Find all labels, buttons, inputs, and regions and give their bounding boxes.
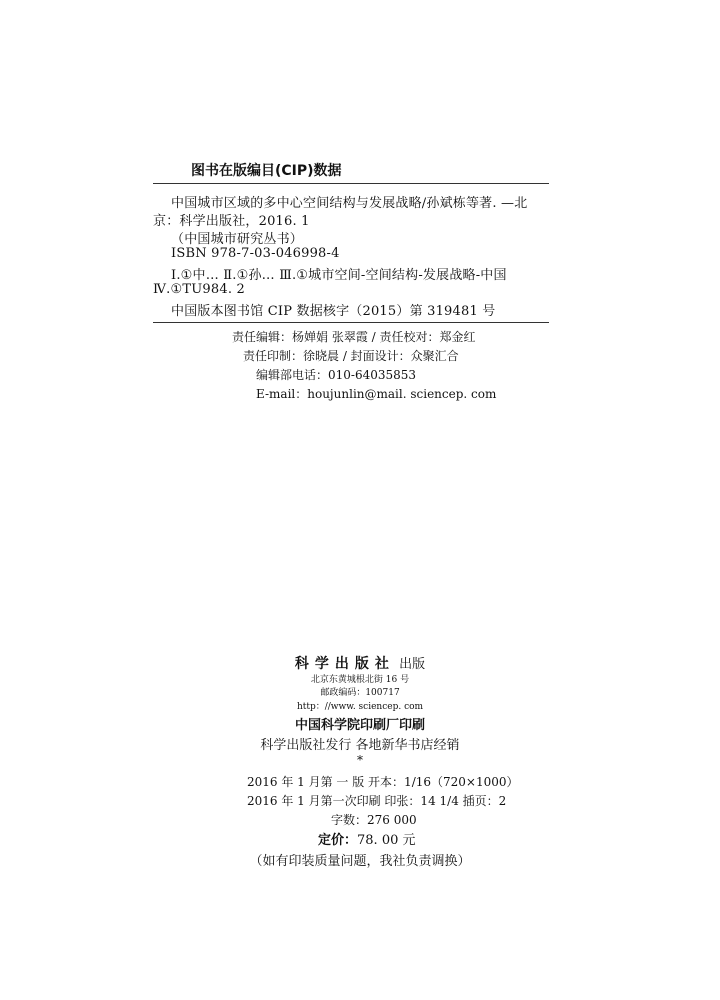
credit-email: E-mail：houjunlin@mail. sciencep. com [256, 387, 497, 401]
impression-info: 2016 年 1 月第一次印刷 印张：14 1/4 插页：2 [247, 794, 507, 808]
separator-star: * [357, 753, 363, 767]
cip-line-1: 中国城市区域的多中心空间结构与发展战略/孙斌栋等著. —北 [171, 196, 528, 211]
publisher-suffix: 出版 [399, 657, 426, 672]
cip-line-4: ISBN 978-7-03-046998-4 [171, 246, 340, 261]
credit-editors: 责任编辑：杨婵娟 张翠霞 / 责任校对：郑金红 [232, 330, 476, 344]
cip-line-6: Ⅳ.①TU984. 2 [153, 282, 245, 297]
publisher-line [0, 653, 720, 673]
cip-top-rule [153, 183, 549, 184]
cip-line-3: （中国城市研究丛书） [171, 232, 304, 247]
printer: 中国科学院印刷厂印刷 [294, 718, 425, 733]
edition-info: 2016 年 1 月第 一 版 开本：1/16（720×1000） [247, 775, 519, 789]
credit-phone: 编辑部电话：010-64035853 [256, 368, 417, 382]
publisher-url: http：//www. sciencep. com [296, 702, 424, 712]
cip-number: 中国版本图书馆 CIP 数据核字（2015）第 319481 号 [171, 304, 496, 319]
credit-production: 责任印制：徐晓晨 / 封面设计：众聚汇合 [243, 349, 459, 363]
price [318, 829, 416, 848]
publisher-name: 科学出版社 [294, 656, 395, 672]
cip-bottom-rule [153, 322, 549, 323]
cip-title: 图书在版编目(CIP)数据 [191, 163, 342, 179]
cip-line-5: Ⅰ.①中… Ⅱ.①孙… Ⅲ.①城市空间-空间结构-发展战略-中国 [171, 268, 507, 283]
publisher-address: 北京东黄城根北街 16 号 [310, 675, 410, 685]
quality-note: （如有印装质量问题，我社负责调换） [249, 854, 471, 869]
publisher-postcode: 邮政编码：100717 [320, 688, 400, 698]
distribution: 科学出版社发行 各地新华书店经销 [260, 738, 460, 753]
cip-line-2: 京：科学出版社，2016. 1 [153, 214, 310, 229]
word-count: 字数：276 000 [331, 813, 417, 827]
price-value: 78. 00 元 [357, 833, 416, 848]
price-label: 定价： [318, 833, 358, 848]
